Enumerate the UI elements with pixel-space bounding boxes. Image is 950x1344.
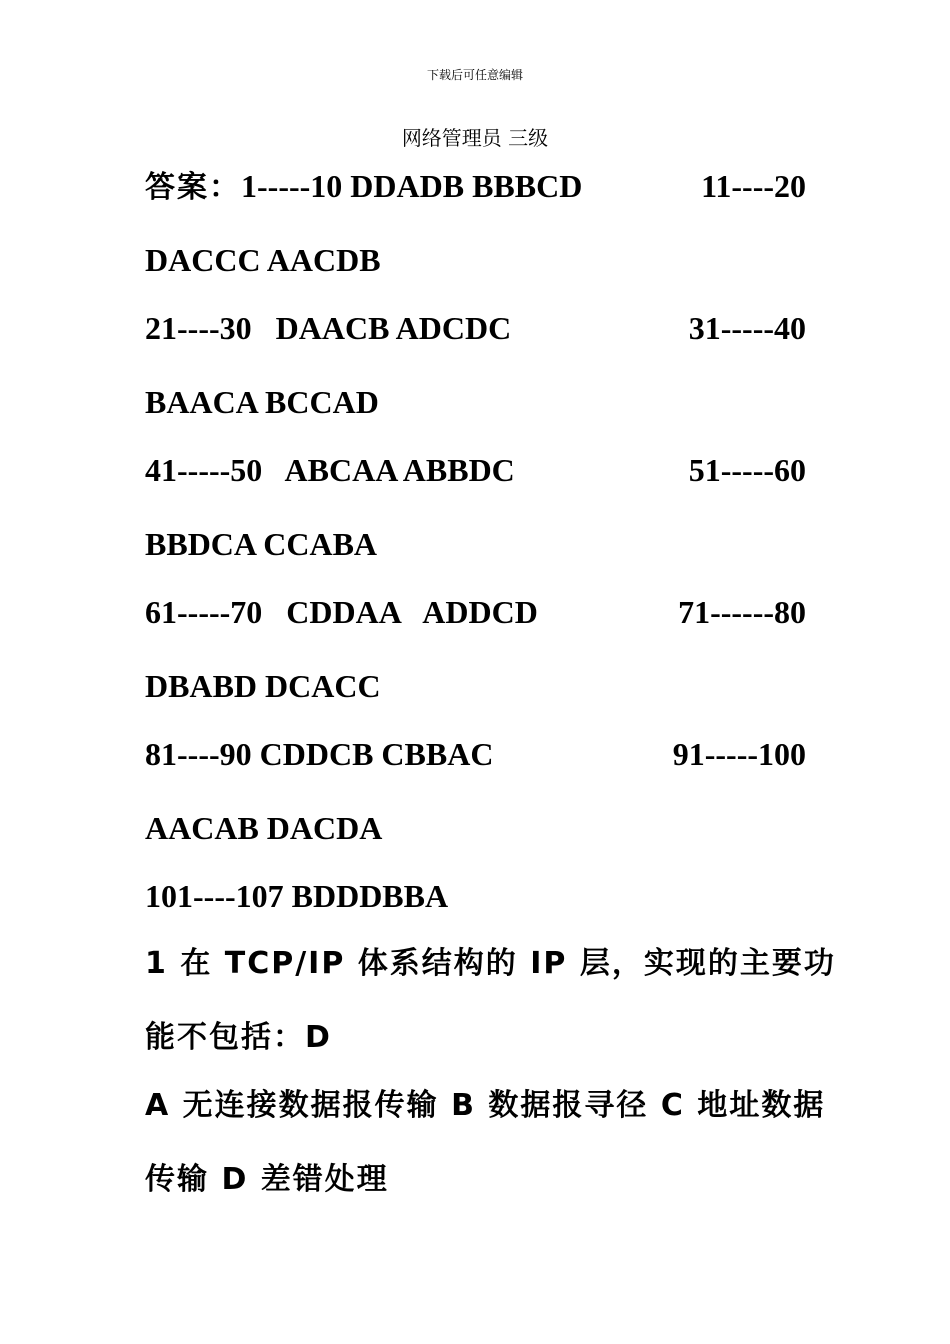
answer-row-5-right: 91-----100 bbox=[672, 736, 806, 772]
answer-row-5 bbox=[145, 734, 806, 774]
question-1-line-2: 能不包括：D bbox=[145, 1020, 332, 1055]
answer-row-last: 101----107 BDDDBBA bbox=[145, 878, 449, 914]
answer-row-4-left: 61-----70 CDDAA ADDCD bbox=[145, 594, 538, 630]
answer-row-1-left: 1-----10 DDADB BBBCD bbox=[241, 168, 583, 204]
answer-row-3-left: 41-----50 ABCAA ABBDC bbox=[145, 452, 515, 488]
answer-row-1-continuation: DACCC AACDB bbox=[145, 242, 381, 278]
answer-row-4-right: 71------80 bbox=[678, 594, 806, 630]
answer-row-2 bbox=[145, 308, 806, 348]
question-1-options-line-1: A 无连接数据报传输 B 数据报寻径 C 地址数据 bbox=[145, 1088, 826, 1123]
answer-row-4 bbox=[145, 592, 806, 632]
answer-row-3-continuation: BBDCA CCABA bbox=[145, 526, 378, 562]
answer-row-1 bbox=[145, 166, 806, 206]
header-note: 下载后可任意编辑 bbox=[426, 68, 523, 82]
answer-row-1-right: 11----20 bbox=[701, 168, 806, 204]
answer-row-4-continuation: DBABD DCACC bbox=[145, 668, 381, 704]
answer-row-3 bbox=[145, 450, 806, 490]
answer-row-2-left: 21----30 DAACB ADCDC bbox=[145, 310, 512, 346]
answer-label: 答案： bbox=[145, 170, 241, 205]
answer-row-5-continuation: AACAB DACDA bbox=[145, 810, 383, 846]
answer-row-2-right: 31-----40 bbox=[688, 310, 806, 346]
answer-row-3-right: 51-----60 bbox=[688, 452, 806, 488]
question-1-options-line-2: 传输 D 差错处理 bbox=[145, 1162, 389, 1197]
answer-row-5-left: 81----90 CDDCB CBBAC bbox=[145, 736, 494, 772]
document-title: 网络管理员 三级 bbox=[401, 126, 549, 150]
answer-row-2-continuation: BAACA BCCAD bbox=[145, 384, 379, 420]
question-1-line-1: 1 在 TCP/IP 体系结构的 IP 层，实现的主要功 bbox=[145, 946, 836, 981]
